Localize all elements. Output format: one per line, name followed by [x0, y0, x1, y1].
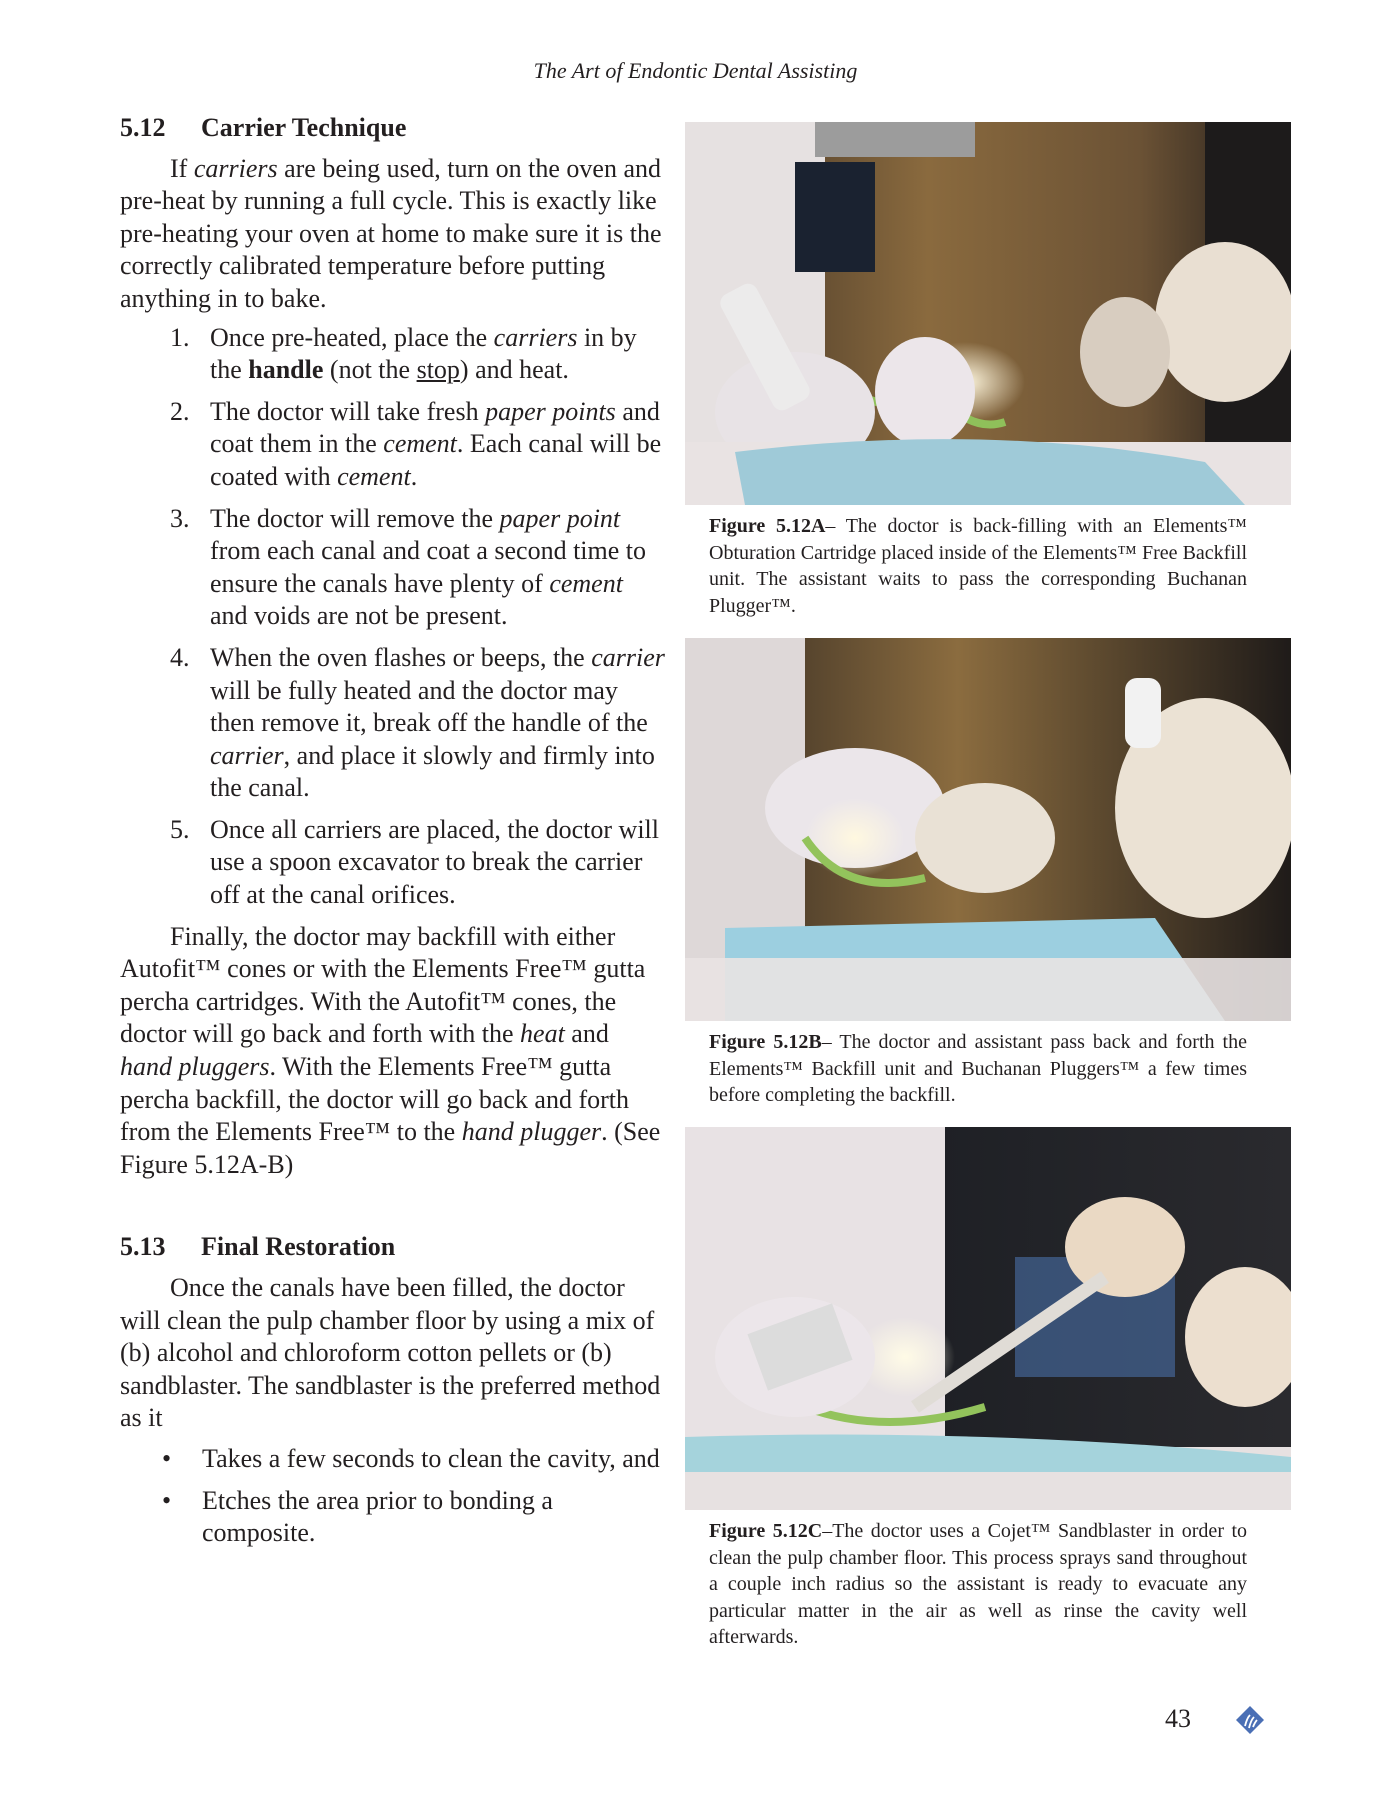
section-number: 5.13: [120, 1232, 166, 1262]
figure-label: Figure 5.12B: [709, 1031, 822, 1053]
figure-5-12c: [685, 1127, 1291, 1651]
list-item: 2. The doctor will take fresh paper points and coat them in the cement. Each canal will be coated with cement.: [170, 396, 662, 491]
list-item: 4. When the oven flashes or beeps, the carrier will be fully heated and the doctor may then remove it, break off the handle of the carrier, and place it slowly and firmly into the canal.: [170, 642, 665, 803]
figure-caption: Figure 5.12A– The doctor is back-filling with an Elements™ Obturation Cartridge placed inside of the Elements™ Free Backfill unit. The assistant waits to pass the corresponding Buchanan Plugger™.: [709, 515, 1247, 617]
figure-5-12b: [685, 638, 1291, 1109]
backfill-paragraph: Finally, the doctor may backfill with either Autofit™ cones or with the Elements Free™ gutta percha cartridges. With the Autofit™ cones, the doctor will go back and forth with the heat and hand pluggers. With the Elements Free™ gutta percha backfill, the doctor will go back and forth from the Elements Free™ to the hand plugger. (See Figure 5.12A-B): [120, 921, 661, 1179]
carrier-intro-paragraph: If carriers are being used, turn on the oven and pre-heat by running a full cycle. This is exactly like pre-heating your oven at home to make sure it is the correctly calibrated temperature before putting anything in to bake.: [120, 153, 662, 313]
list-item: • Etches the area prior to bonding a composite.: [162, 1485, 553, 1548]
section-title: Final Restoration: [201, 1232, 396, 1262]
figure-photo: [685, 1127, 1291, 1510]
figure-photo: [685, 122, 1291, 505]
left-column: [120, 112, 665, 1559]
list-item: 3. The doctor will remove the paper point from each canal and coat a second time to ensure the canals have plenty of cement and voids are not be present.: [170, 503, 647, 631]
sandblaster-benefits-list: [120, 1443, 665, 1550]
list-item: 5. Once all carriers are placed, the doctor will use a spoon excavator to break the carrier off at the canal orifices.: [170, 814, 659, 910]
section-title: Carrier Technique: [201, 113, 407, 142]
section-heading-5-13: [120, 1231, 665, 1264]
figure-photo: [685, 638, 1291, 1021]
section-number: 5.12: [120, 113, 166, 142]
list-item: 1. Once pre-heated, place the carriers in by the handle (not the stop) and heat.: [170, 322, 637, 385]
figure-5-12a: [685, 122, 1291, 619]
carrier-steps-list: [120, 322, 665, 912]
running-header: The Art of Endontic Dental Assisting: [533, 58, 858, 83]
figure-caption: Figure 5.12B– The doctor and assistant pass back and forth the Elements™ Backfill unit and Buchanan Pluggers™ a few times before completing the backfill.: [709, 1031, 1247, 1106]
bullet-icon: •: [162, 1485, 172, 1515]
figure-label: Figure 5.12A: [709, 515, 826, 537]
page-number: 43: [1165, 1704, 1191, 1733]
list-item: • Takes a few seconds to clean the cavity, and: [162, 1443, 665, 1476]
figure-caption: Figure 5.12C–The doctor uses a Cojet™ Sandblaster in order to clean the pulp chamber floor. This process sprays sand throughout a couple inch radius so the assistant is ready to evacuate any particular matter in the air as well as rinse the cavity well afterwards.: [709, 1520, 1247, 1648]
figure-label: Figure 5.12C: [709, 1520, 823, 1542]
publisher-logo-icon: [1236, 1706, 1264, 1734]
section-heading-5-12: [120, 112, 665, 145]
final-restoration-paragraph: Once the canals have been filled, the doctor will clean the pulp chamber floor by using a mix of (b) alcohol and chloroform cotton pellets or (b) sandblaster. The sandblaster is the preferred method as it: [120, 1273, 661, 1433]
bullet-icon: •: [162, 1443, 172, 1473]
